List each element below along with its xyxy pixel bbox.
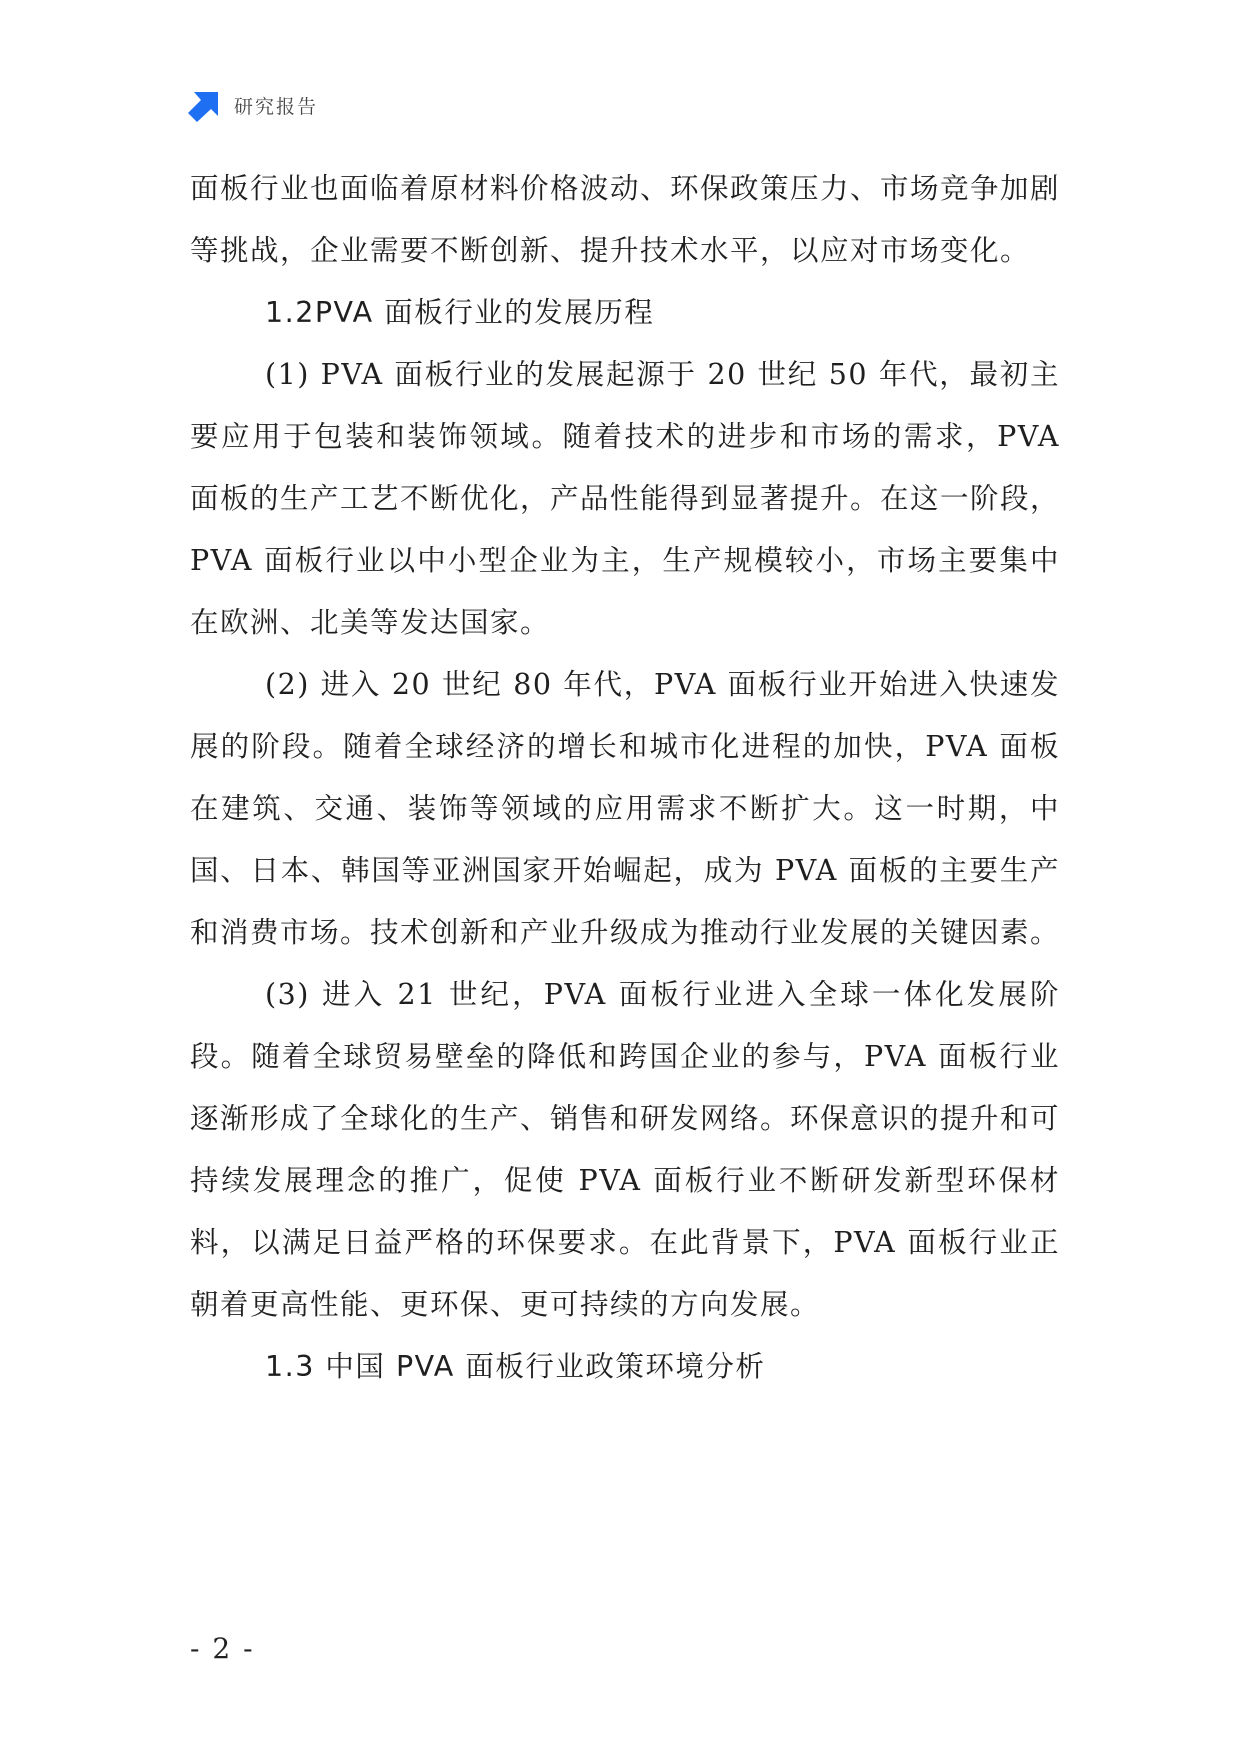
intro-paragraph: 面板行业也面临着原材料价格波动、环保政策压力、市场竞争加剧等挑战，企业需要不断创新、提升技术水平，以应对市场变化。 <box>190 172 1061 267</box>
history-paragraph-3: (3) 进入 21 世纪，PVA 面板行业进入全球一体化发展阶段。随着全球贸易壁垒的降低和跨国企业的参与，PVA 面板行业逐渐形成了全球化的生产、销售和研发网络。环保意识的提升和可持续发展理念的推广，促使 PVA 面板行业不断研发新型环保材料，以满足日益严格的环保要求。在此背景下，PVA 面板行业正朝着更高性能、更环保、更可持续的方向发展。 <box>190 978 1061 1321</box>
page-header <box>188 88 318 122</box>
section-heading-1-3: 1.3 中国 PVA 面板行业政策环境分析 <box>265 1350 766 1383</box>
history-paragraph-1: (1) PVA 面板行业的发展起源于 20 世纪 50 年代，最初主要应用于包装和装饰领域。随着技术的进步和市场的需求，PVA 面板的生产工艺不断优化，产品性能得到显著提升。在这一阶段，PVA 面板行业以中小型企业为主，生产规模较小，市场主要集中在欧洲、北美等发达国家。 <box>190 358 1061 639</box>
arrow-up-right-icon <box>188 88 222 122</box>
document-body <box>190 158 1060 1398</box>
page-number: - 2 - <box>190 1632 255 1665</box>
section-heading-1-2: 1.2PVA 面板行业的发展历程 <box>265 296 655 329</box>
header-title: 研究报告 <box>234 95 319 118</box>
history-paragraph-2: (2) 进入 20 世纪 80 年代，PVA 面板行业开始进入快速发展的阶段。随着全球经济的增长和城市化进程的加快，PVA 面板在建筑、交通、装饰等领域的应用需求不断扩大。这一时期，中国、日本、韩国等亚洲国家开始崛起，成为 PVA 面板的主要生产和消费市场。技术创新和产业升级成为推动行业发展的关键因素。 <box>190 668 1061 949</box>
